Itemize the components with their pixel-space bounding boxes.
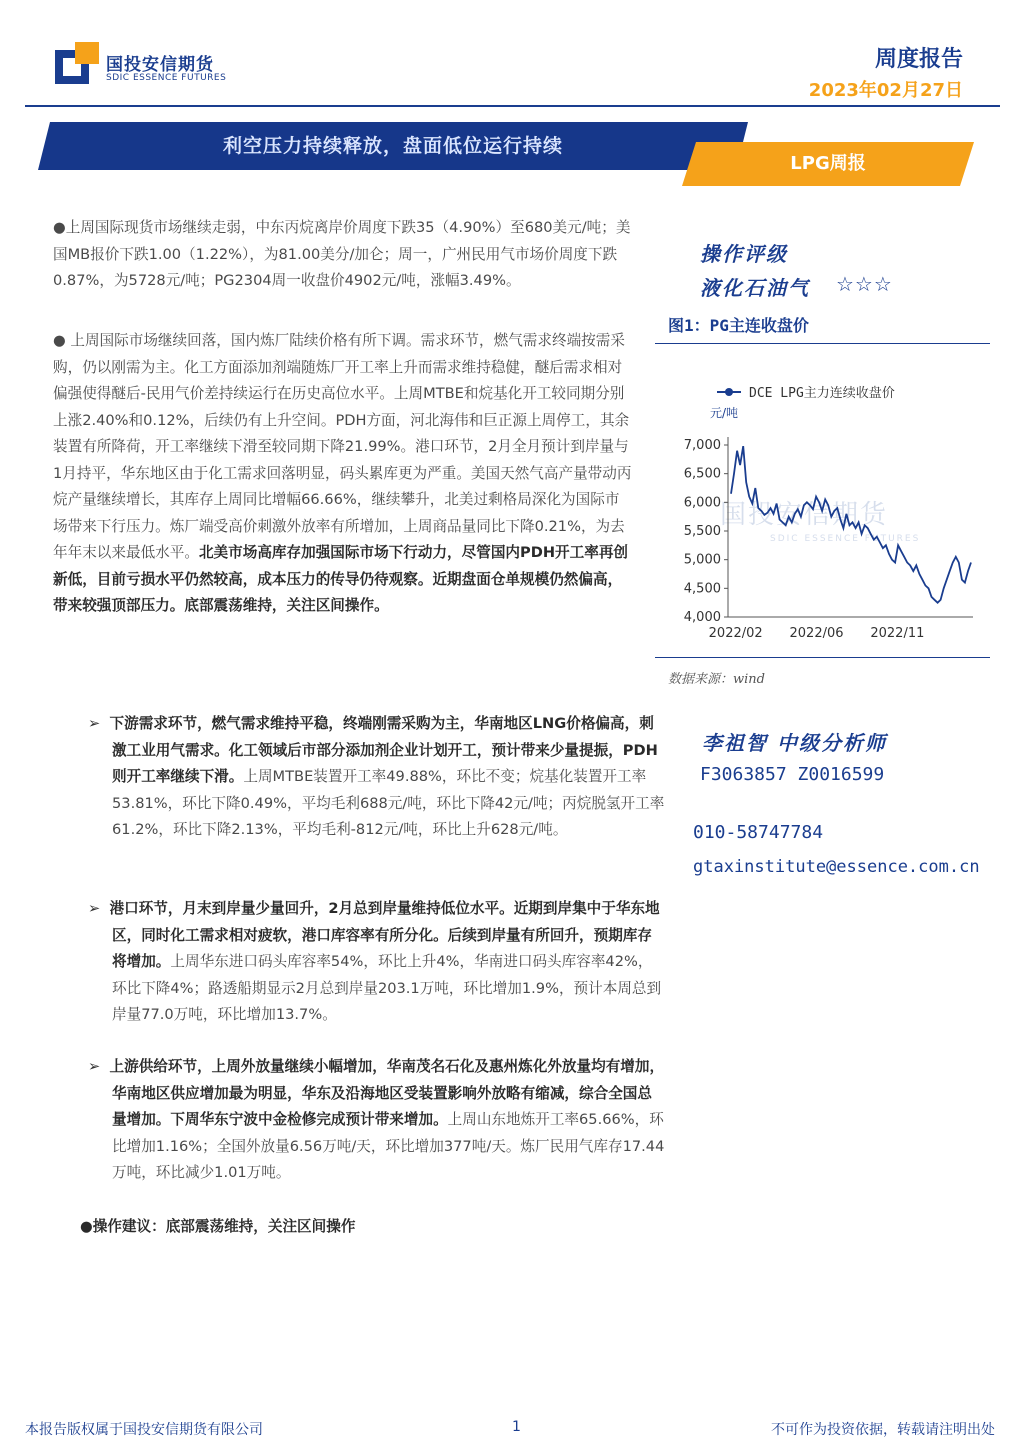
summary-paragraph: ●上周国际现货市场继续走弱，中东丙烷离岸价周度下跌35（4.90%）至680美元/吨；美国MB报价下跌1.00（1.22%），为81.00美分/加仑；周一，广州民用气市场价周度下跌0.87%，为5728元/吨；PG2304周一收盘价4902元/吨，涨幅3.49%。 — [53, 219, 631, 289]
footer-copyright: 本报告版权属于国投安信期货有限公司 — [25, 1422, 263, 1438]
demand-detail: 上周MTBE装置开工率49.88%，环比不变；烷基化装置开工率53.81%，环比下降0.49%，平均毛利688元/吨，环比下降42元/吨；丙烷脱氢开工率61.2%，环比下降2.13%，平均毛利-812元/吨，环比上升628元/吨。 — [112, 768, 665, 838]
report-title: 利空压力持续释放，盘面低位运行持续 — [222, 135, 563, 157]
logo-text-en: SDIC ESSENCE FUTURES — [106, 73, 227, 83]
report-date: 2023年02月27日 — [808, 80, 963, 101]
data-source: 数据来源：wind — [668, 672, 765, 687]
contact-phone: 010-58747784 — [693, 822, 824, 843]
port-detail: 上周华东进口码头库容率54%，环比上升4%，华南进口码头库容率42%，环比下降4%；路透船期显示2月总到岸量203.1万吨，环比增加1.9%，预计本周总到岸量77.0万吨，环比增加13.7%。 — [112, 953, 662, 1023]
y-tick-label: 4,500 — [683, 581, 721, 597]
company-logo-icon — [55, 42, 99, 84]
y-tick-label: 7,000 — [683, 438, 721, 453]
y-tick-label: 6,500 — [683, 466, 721, 482]
x-tick-label: 2022/06 — [789, 626, 844, 641]
supply-section — [80, 1054, 665, 1187]
port-summary: 港口环节，月末到岸量少量回升，2月总到岸量维持低位水平。近期到岸集中于华东地区，同时化工需求相对疲软，港口库容率有所分化。后续到岸量有所回升，预期库存将增加。 — [109, 900, 660, 970]
figure-title: 图1：PG主连收盘价 — [668, 316, 809, 335]
y-tick-label: 5,000 — [683, 552, 721, 568]
operation-advice — [80, 1214, 633, 1241]
analysis-text: ● 上周国际市场继续回落，国内炼厂陆续价格有所下调。需求环节，燃气需求终端按需采购，仍以刚需为主。化工方面添加剂端随炼厂开工率上升而需求维持稳健，醚后需求相对偏强使得醚后-民用气价差持续运行在历史高位水平。上周MTBE和烷基化开工较同期分别上涨2.40%和0.12%，后续仍有上升空间。PDH方面，河北海伟和巨正源上周停工，其余装置有所降荷，开工率继续下滑至较同期下降21.99%。港口环节，2月全月预计到岸量与1月持平，华东地区由于化工需求回落明显，码头累库更为严重。美国天然气高产量带动丙烷产量继续增长，其库存上周同比增幅66.66%，继续攀升，北美过剩格局深化为国际市场带来下行压力。炼厂端受高价刺激外放率有所增加，上周商品量同比下降0.21%，为去年年末以来最低水平。 — [53, 332, 632, 561]
analysis-paragraph — [53, 328, 633, 620]
demand-summary: 下游需求环节，燃气需求维持平稳，终端刚需采购为主，华南地区LNG价格偏高，刺激工业用气需求。化工领域后市部分添加剂企业计划开工，预计带来少量提振，PDH则开工率继续下滑。 — [109, 715, 658, 785]
figure-bottom-rule — [655, 657, 990, 658]
arrow-bullet-icon: ➢ — [88, 715, 101, 732]
demand-section — [80, 711, 665, 844]
watermark-cn: 国投安信期货 — [720, 500, 889, 530]
rating-title: 操作评级 — [700, 242, 788, 266]
legend-label: DCE LPG主力连续收盘价 — [749, 386, 895, 401]
arrow-bullet-icon: ➢ — [88, 900, 101, 917]
x-tick-labels — [709, 626, 925, 641]
figure-top-rule — [655, 343, 990, 344]
supply-summary: 上游供给环节，上周外放量继续小幅增加，华南茂名石化及惠州炼化外放量均有增加，华南地区供应增加最为明显，华东及沿海地区受装置影响外放略有缩减，综合全国总量增加。下周华东宁波中金检修完成预计带来增加。 — [109, 1058, 665, 1128]
operation-advice-text: ●操作建议：底部震荡维持，关注区间操作 — [80, 1218, 356, 1235]
footer-disclaimer: 不可作为投资依据，转载请注明出处 — [771, 1422, 995, 1438]
x-tick-label: 2022/02 — [708, 626, 763, 641]
chart-legend — [717, 385, 895, 401]
supply-detail: 上周山东地炼开工率65.66%，环比增加1.16%；全国外放量6.56万吨/天，环比增加377吨/天。炼厂民用气库存17.44万吨，环比减少1.01万吨。 — [112, 1111, 665, 1181]
y-axis-unit: 元/吨 — [710, 406, 739, 420]
analysis-conclusion: 北美市场高库存加强国际市场下行动力，尽管国内PDH开工率再创新低，目前亏损水平仍然较高，成本压力的传导仍待观察。近期盘面仓单规模仍然偏高，带来较强顶部压力。底部震荡维持，关注区间操作。 — [53, 544, 629, 614]
price-line-chart — [655, 370, 990, 655]
arrow-bullet-icon: ➢ — [88, 1058, 101, 1075]
analyst-name: 李祖智 中级分析师 — [702, 731, 887, 755]
y-tick-labels — [684, 438, 728, 625]
y-tick-label: 5,500 — [683, 524, 721, 539]
rating-item: 液化石油气 — [700, 276, 810, 300]
y-tick-label: 6,000 — [683, 495, 721, 511]
logo-text-cn: 国投安信期货 — [106, 55, 214, 75]
contact-email[interactable]: gtaxinstitute@essence.com.cn — [693, 857, 980, 877]
watermark-en: SDIC ESSENCE FUTURES — [770, 534, 921, 544]
report-type: 周度报告 — [874, 47, 963, 72]
port-section — [80, 896, 665, 1029]
report-tag: LPG周报 — [790, 153, 866, 174]
chart-axes — [728, 437, 973, 617]
analyst-certificate: F3063857 Z0016599 — [700, 764, 885, 785]
header-divider — [25, 105, 1000, 107]
y-tick-label: 4,000 — [683, 610, 721, 625]
series-line-dce-lpg — [731, 446, 971, 603]
legend-marker-icon — [725, 388, 733, 396]
x-tick-label: 2022/11 — [870, 626, 925, 641]
rating-stars-icon: ☆☆☆ — [836, 272, 893, 296]
page-number: 1 — [512, 1419, 521, 1435]
